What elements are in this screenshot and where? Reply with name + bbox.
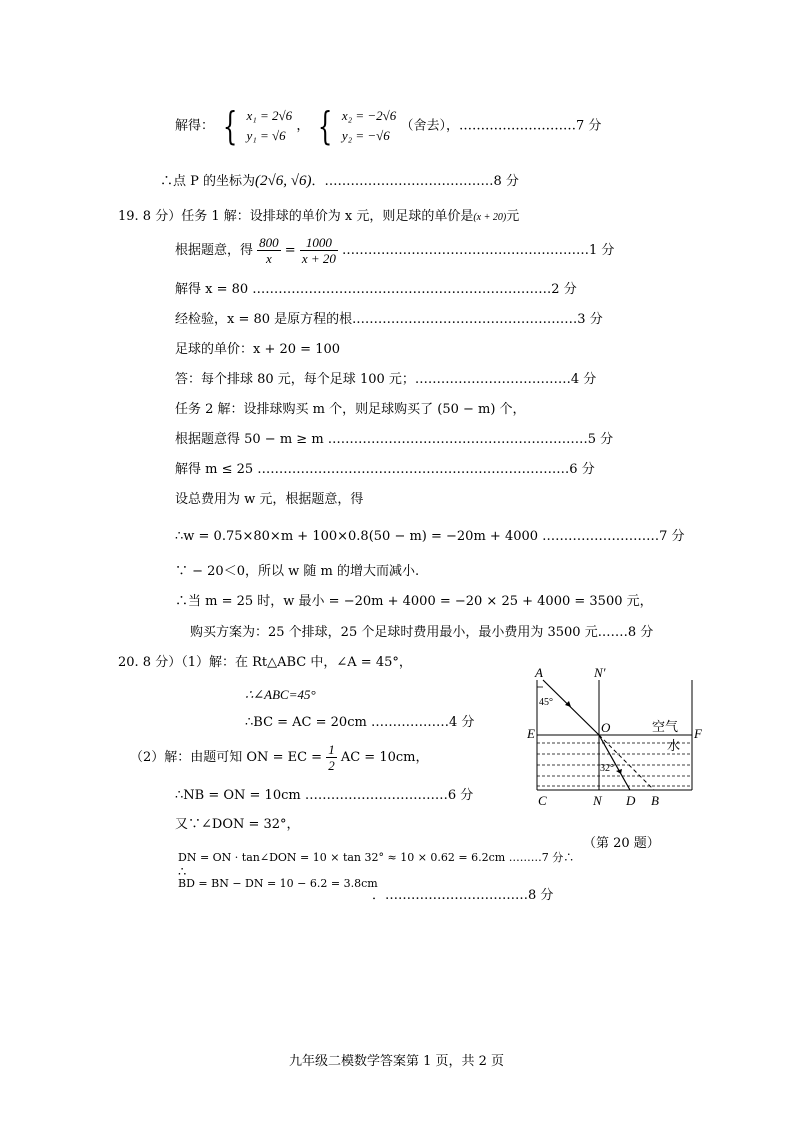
q19-l: ∴当 m = 25 时，w 最小 = −20m + 4000 = −20 × 25 + 4000 = 3500 元， (175, 594, 653, 609)
fraction-2 (300, 235, 338, 266)
fraction-half (326, 742, 337, 773)
q19-b: 解得 x = 80 ……………………………………………………………2 分 (175, 282, 577, 297)
q20-heading: 20. 8 分）（1）解：在 Rt△ABC 中，∠A = 45°， (118, 655, 412, 670)
q19-heading (118, 210, 519, 223)
score-1: …………………………………………………1 分 (342, 243, 615, 258)
page-footer: 九年级二模数学答案第 1 页，共 2 页 (288, 1054, 505, 1069)
q20-b: ∴BC = AC = 20cm ………………4 分 (245, 715, 475, 730)
half-den: 2 (328, 758, 335, 773)
q19-i: 设总费用为 w 元，根据题意，得 (175, 492, 364, 507)
frac2-den: x + 20 (301, 251, 336, 266)
label-B: B (651, 793, 659, 808)
q19-c: 经检验，x = 80 是原方程的根.……………………………………………3 分 (175, 312, 603, 327)
point-p-text: ∴点 P 的坐标为 (160, 174, 256, 189)
label-D: D (626, 793, 636, 808)
half-num: 1 (328, 742, 335, 757)
label-E: E (527, 726, 535, 741)
q19-head-expr: (x + 20) (473, 212, 507, 223)
fraction-1 (257, 235, 281, 266)
q19-f: 任务 2 解：设排球购买 m 个，则足球购买了 (50 − m) 个， (175, 402, 526, 417)
score-8: ．…………………………………8 分 (311, 174, 519, 189)
label-F: F (694, 726, 702, 741)
q20-g: ∴ (178, 865, 187, 880)
q20-a: ∴∠ABC=45° (245, 687, 316, 702)
y1: y₁ = √6 (246, 128, 286, 143)
q19-d: 足球的单价：x + 20 = 100 (175, 342, 341, 357)
frac2-num: 1000 (300, 235, 338, 251)
solution-system-2 (342, 106, 396, 146)
label-angle32: 32° (600, 763, 614, 774)
point-p-line (160, 174, 519, 189)
q19-m: 购买方案为：25 个排球，25 个足球时费用最小，最小费用为 3500 元.……8 分 (190, 625, 654, 640)
score-7: （舍去），………………………7 分 (400, 118, 602, 134)
q19-head-text: 19. 8 分）任务 1 解：设排球的单价为 x 元，则足球的单价是 (118, 209, 474, 224)
q20-e: 又∵∠DON = 32°， (175, 817, 300, 832)
refraction-figure (527, 665, 707, 810)
brace: { (222, 104, 238, 148)
x2: x₂ = −2√6 (341, 108, 397, 123)
solution-system-1 (246, 106, 292, 146)
q20-c (130, 742, 429, 773)
q19-head-tail: 元 (506, 209, 520, 224)
point-p-coord: (2√6, √6) (255, 173, 312, 189)
separator: ， (296, 118, 310, 134)
label-A: A (535, 665, 543, 680)
label-water: 水 (667, 739, 681, 754)
q20-c-pre: （2）解：由题可知 ON = EC = (130, 750, 323, 765)
q20-i: ．……………………………8 分 (372, 888, 554, 903)
y2: y₂ = −√6 (341, 128, 390, 143)
label-O: O (601, 720, 611, 735)
solve-label: 解得： (175, 118, 215, 134)
q19-a-text: 根据题意，得 (175, 243, 254, 258)
brace: { (318, 104, 333, 148)
x1: x₁ = 2√6 (246, 108, 293, 123)
solution-line (175, 106, 601, 146)
figure-caption: （第 20 题） (583, 836, 660, 851)
label-C: C (538, 793, 547, 808)
q19-e: 答：每个排球 80 元，每个足球 100 元；………………………………4 分 (175, 372, 597, 387)
q19-h: 解得 m ≤ 25 ………………………………………………………………6 分 (175, 462, 595, 477)
q20-d: ∴NB = ON = 10cm ……………………………6 分 (175, 788, 474, 803)
q19-k: ∵ − 20＜0，所以 w 随 m 的增大而减小. (175, 564, 420, 579)
equals: = (284, 243, 296, 258)
frac1-den: x (266, 251, 272, 266)
q20-h: BD = BN − DN = 10 − 6.2 = 3.8cm (178, 877, 378, 890)
q19-equation-line (175, 235, 614, 266)
label-N: N (593, 793, 602, 808)
label-air: 空气 (652, 720, 679, 735)
frac1-num: 800 (259, 235, 279, 250)
q19-j: ∴w = 0.75×80×m + 100×0.8(50 − m) = −20m + 4000 ………………………7 分 (175, 529, 685, 544)
label-N-prime: N′ (594, 665, 606, 680)
q20-c-post: AC = 10cm， (340, 750, 429, 765)
q20-f: DN = ON · tan∠DON = 10 × tan 32° ≈ 10 × 0.62 = 6.2cm ………7 分∴ (178, 851, 575, 864)
q19-g: 根据题意得 50 − m ≥ m ……………………………………………………5 分 (175, 432, 614, 447)
label-angle45: 45° (539, 697, 553, 708)
